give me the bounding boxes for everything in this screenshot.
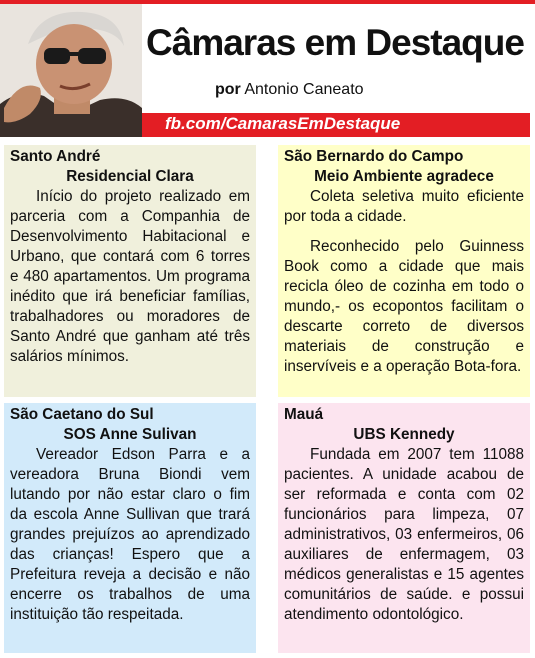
box-paragraph: Vereador Edson Parra e a vereadora Bruna Biondi vem lutando por não estar claro o fim da escola Anne Sullivan que trará grandes prejuízos ao aprendizado das crianças! Espero que a Prefeitura reveja a decisão e não encerre os trabalhos de uma instituição tão respeitada. bbox=[10, 446, 250, 623]
author-portrait-image bbox=[0, 4, 142, 137]
box-heading: UBS Kennedy bbox=[353, 426, 455, 443]
byline bbox=[215, 81, 364, 99]
box-heading: Residencial Clara bbox=[66, 168, 194, 185]
box-city: Mauá bbox=[284, 406, 324, 423]
box-heading: SOS Anne Sulivan bbox=[63, 426, 197, 443]
news-box-sao-caetano bbox=[4, 403, 256, 653]
author-photo bbox=[0, 4, 142, 137]
box-paragraph: Início do projeto realizado em parceria com a Companhia de Desenvolvimento Habitacional e Urbano, que contará com 6 torres e 480 apartamentos. Um programa inédito que irá beneficiar famílias, trabalhadores ou moradores de Santo André que ganham até três salários mínimos. bbox=[10, 188, 250, 365]
page-title: Câmaras em Destaque bbox=[146, 22, 524, 63]
box-city: São Caetano do Sul bbox=[10, 406, 154, 423]
box-city: Santo André bbox=[10, 148, 101, 165]
box-paragraph: Fundada em 2007 tem 11088 pacientes. A unidade acabou de ser reformada e conta com 02 funcionários para limpeza, 07 administrativos, 03 enfermeiros, 06 auxiliares de enfermagem, 03 médicos generalistas e 15 agentes comunitários de saúde. e possui atendimento odontológico. bbox=[284, 446, 524, 623]
author-name: Antonio Caneato bbox=[244, 81, 364, 98]
box-paragraph: Coleta seletiva muito eficiente por toda a cidade. bbox=[284, 188, 524, 225]
facebook-link[interactable]: fb.com/CamarasEmDestaque bbox=[165, 114, 401, 133]
box-heading: Meio Ambiente agradece bbox=[314, 168, 494, 185]
box-paragraph: Reconhecido pelo Guinness Book como a cidade que mais recicla óleo de cozinha em todo o mundo,- os ecopontos facilitam o descarte correto de diversos materiais de construção e inservíveis e a operação Bota-fora. bbox=[284, 238, 524, 375]
byline-prefix: por bbox=[215, 81, 241, 98]
news-box-sao-bernardo bbox=[278, 145, 530, 397]
box-city: São Bernardo do Campo bbox=[284, 148, 464, 165]
news-box-maua bbox=[278, 403, 530, 653]
news-box-santo-andre bbox=[4, 145, 256, 397]
